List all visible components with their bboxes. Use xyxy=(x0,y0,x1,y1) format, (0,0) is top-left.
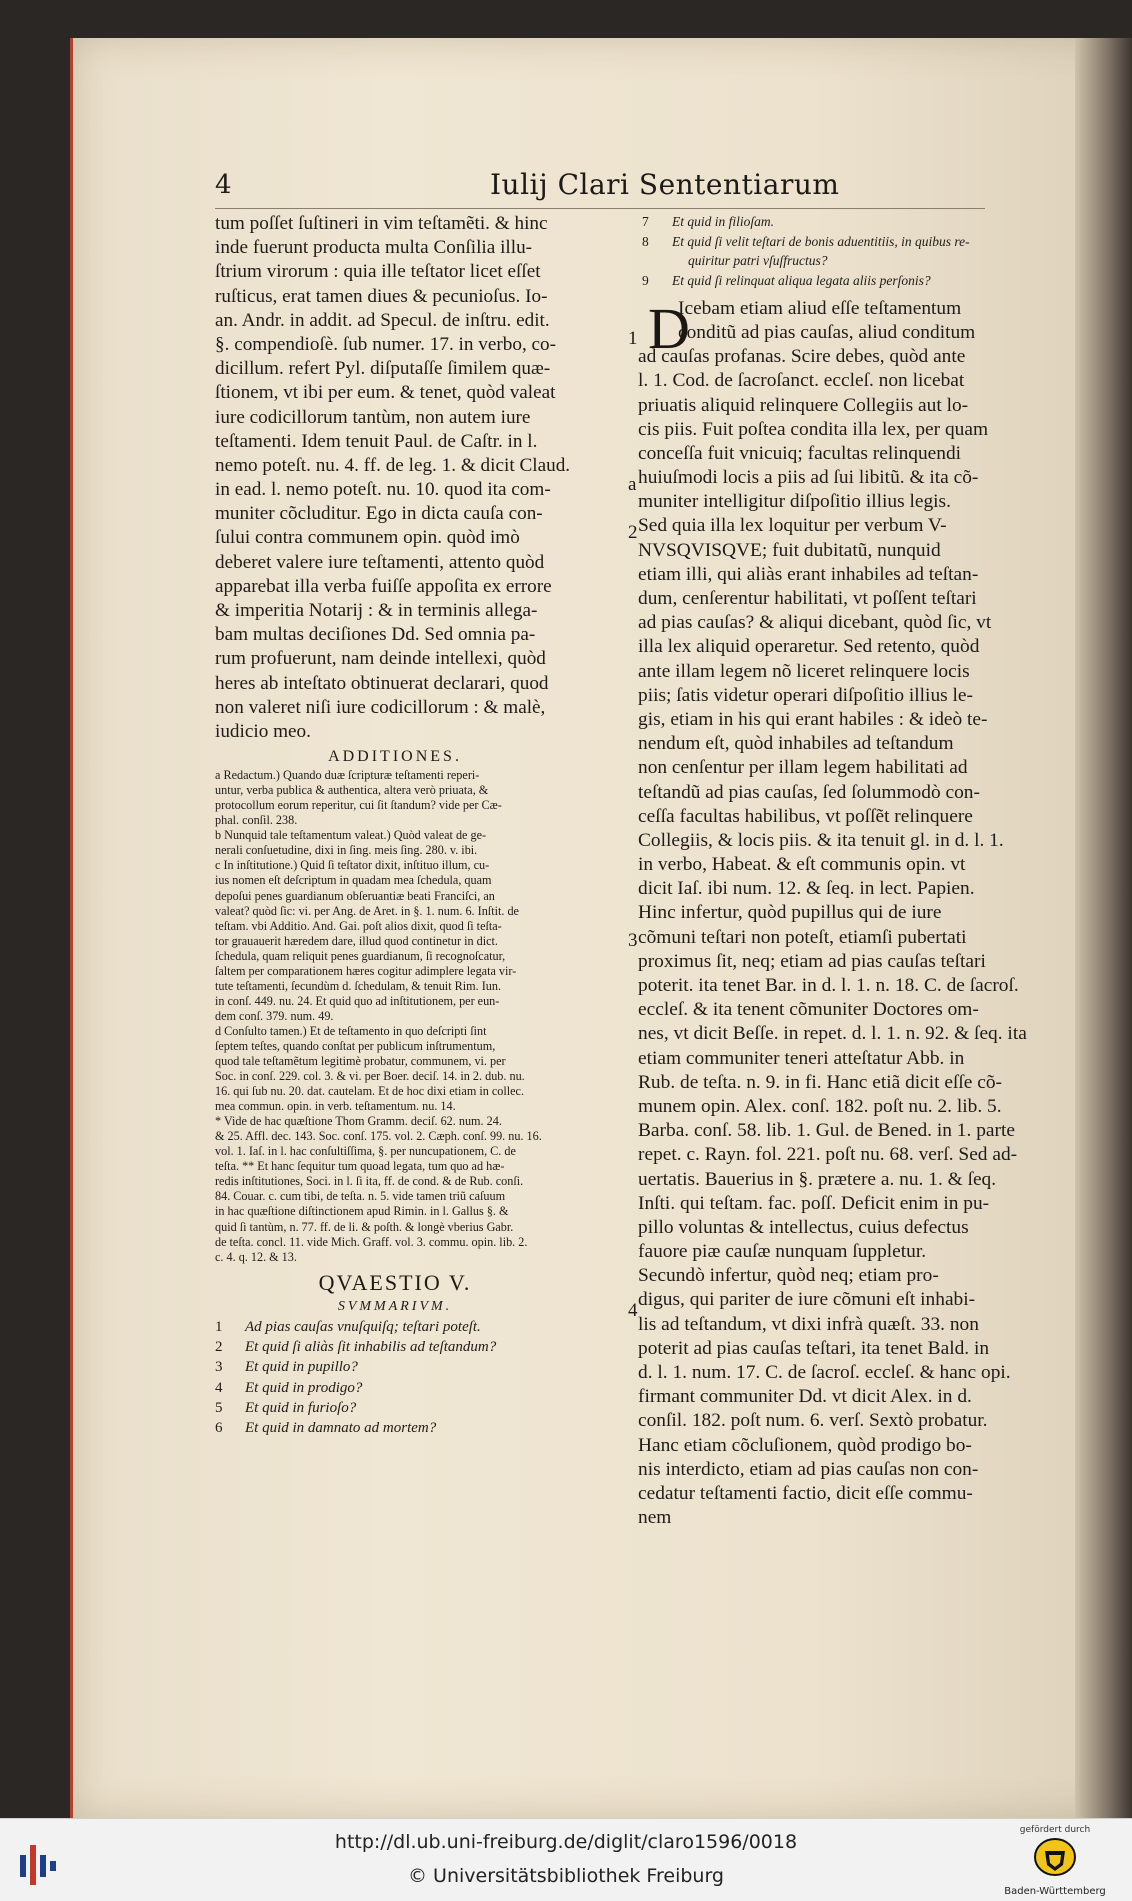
body-text-line: Inſti. qui teſtam. fac. poſſ. Deficit enim in pu- xyxy=(638,1192,990,1214)
body-text-line: Secundò infertur, quòd neq; etiam pro- xyxy=(638,1265,939,1287)
body-text-line: in verbo, Habeat. & eſt communis opin. vt xyxy=(638,854,966,876)
body-text-line: ſtionem, vt ibi per eum. & tenet, quòd valeat xyxy=(215,382,556,404)
body-text-line: tum poſſet ſuſtineri in vim teſtamẽti. & hinc xyxy=(215,213,548,234)
summary-item-text: Et quid in prodigo? xyxy=(245,1379,363,1396)
body-text-line: ceſſa facultas habilibus, vt poſſẽt relinquere xyxy=(638,805,973,827)
margin-number-3: 3 xyxy=(628,930,638,951)
body-text-line: conditũ ad pias cauſas, aliud conditum xyxy=(678,321,976,343)
additiones-heading: ADDITIONES. xyxy=(328,748,462,766)
addition-note-line: ius nomen eſt deſcriptum in quadam mea ſchedula, quam xyxy=(215,873,492,888)
body-text-line: proximus ſit, neq; etiam ad pias cauſas teſtari xyxy=(638,950,986,972)
body-text-line: Rub. de teſta. n. 9. in fi. Hanc etiã dicit eſſe cõ- xyxy=(638,1071,1002,1093)
body-text-line: nis interdicto, etiam ad pias cauſas non con- xyxy=(638,1458,979,1480)
addition-note-line: Soc. in conſ. 229. col. 3. & vi. per Boer. deciſ. 14. in 2. dub. nu. xyxy=(215,1069,525,1084)
body-text-line: fauore piæ cauſæ nunquam ſuppletur. xyxy=(638,1241,927,1263)
body-text-line: dicit Iaſ. ibi num. 12. & ſeq. in lect. Papien. xyxy=(638,878,975,900)
addition-note-line: mea commun. opin. in verb. teſtamentum. nu. 14. xyxy=(215,1099,456,1114)
drop-capital: D xyxy=(648,296,690,361)
addition-note-line: quod tale teſtamẽtum legitimè probatur, communem, vi. per xyxy=(215,1054,506,1069)
body-text-line: firmant communiter Dd. vt dicit Alex. in d. xyxy=(638,1386,972,1408)
body-text-line: munem opin. Alex. conſ. 182. poſt nu. 2. lib. 5. xyxy=(638,1095,1002,1117)
summary-item-number: 8 xyxy=(642,233,649,249)
summary-item-text: Et quid in filioſam. xyxy=(672,214,775,229)
margin-number-1: 1 xyxy=(628,328,638,349)
addition-note-line: tor grauauerit hæredem dare, illud quod continetur in dict. xyxy=(215,933,498,948)
body-text-line: cis piis. Fuit poſtea condita illa lex, per quam xyxy=(638,418,989,440)
summary-item-text: quiritur patri vſuſfructus? xyxy=(688,253,828,269)
summary-item xyxy=(638,232,1033,252)
summary-item-number: 6 xyxy=(215,1420,223,1437)
body-text-line: iudicio meo. xyxy=(215,720,311,742)
body-text-line: repet. c. Rayn. fol. 221. poſt nu. 68. verſ. Sed ad- xyxy=(638,1144,1018,1166)
body-text-line: Collegiis, & locis piis. & ita tenuit gl. in d. l. 1. xyxy=(638,829,1004,851)
summary-item xyxy=(215,1357,575,1377)
summary-item-number: 1 xyxy=(215,1318,223,1335)
body-text-line: teſtandũ ad pias cauſas, ſed ſolummodò con- xyxy=(638,781,980,803)
body-text-line: nem xyxy=(638,1507,672,1529)
body-text-line: NVSQVISQVE; fuit dubitatũ, nunquid xyxy=(638,539,941,561)
body-text-line: Barba. conſ. 58. lib. 1. Gul. de Bened. in 1. parte xyxy=(638,1120,1015,1142)
left-column xyxy=(215,212,575,1438)
body-text-line: deberet valere iure teſtamenti, attento quòd xyxy=(215,551,545,573)
summary-item-text: Et quid in pupillo? xyxy=(245,1359,358,1376)
body-text-line: nes, vt dicit Beſſe. in repet. d. l. 1. n. 92. & ſeq. ita xyxy=(638,1023,1027,1045)
body-text-line: Hinc infertur, quòd pupillus qui de iure xyxy=(638,902,942,924)
summary-item xyxy=(215,1317,575,1337)
folio-number: 4 xyxy=(215,170,232,200)
addition-note-line: ſchedula, quam reliquit penes guardianum, ſi recognoſcatur, xyxy=(215,948,506,963)
sponsor-name: Baden-Württemberg xyxy=(1004,1886,1106,1897)
addition-note-line: redis inſtitutiones, Soci. in l. ſi ita, ff. de cond. & de Rub. conſi. xyxy=(215,1174,524,1189)
body-text-line: etiam illi, qui aliàs erant inhabiles ad teſtan- xyxy=(638,563,979,585)
addition-note-line: d Conſulto tamen.) Et de teſtamento in quo deſcripti ſint xyxy=(215,1023,487,1038)
body-text-line: §. compendioſè. ſub numer. 17. in verbo, co- xyxy=(215,333,557,355)
addition-note-line: c In inſtitutione.) Quid ſi teſtator dixit, inſtituo illum, cu- xyxy=(215,858,490,873)
body-text-line: lis ad teſtandum, vt dixi infrà quæſt. 33. non xyxy=(638,1313,979,1335)
body-text-line: huiuſmodi locis a piis ad ſui libitũ. & ita cõ- xyxy=(638,467,979,489)
body-text-line: l. 1. Cod. de ſacroſanct. eccleſ. non licebat xyxy=(638,370,965,392)
addition-note-line: dem conſ. 379. num. 49. xyxy=(215,1008,334,1023)
body-text-line: ruſticus, erat tamen diues & pecunioſus. Io- xyxy=(215,285,548,307)
summary-item-number: 4 xyxy=(215,1379,223,1396)
body-text-line: cõmuni teſtari non poteſt, etiamſi pubertati xyxy=(638,926,967,948)
body-text-line: rum profuerunt, nam deinde intellexi, quòd xyxy=(215,648,546,670)
addition-note-line: ſeptem teſtes, quando conſtat per publicum inſtrumentum, xyxy=(215,1038,496,1053)
body-text-line: Sed quia illa lex loquitur per verbum V- xyxy=(638,515,947,537)
body-text-line: bam multas deciſiones Dd. Sed omnia pa- xyxy=(215,624,536,646)
margin-number-4: 4 xyxy=(628,1300,638,1321)
addition-note-line: protocollum eorum reperitur, cui ſit ſtandum? vide per Cæ- xyxy=(215,798,502,813)
body-text-line: teſtamenti. Idem tenuit Paul. de Caſtr. in l. xyxy=(215,430,538,452)
body-text-line: cedatur teſtamenti factio, dicit eſſe commu- xyxy=(638,1482,973,1504)
summary-item-number: 2 xyxy=(215,1338,223,1355)
addition-note-line: c. 4. q. 12. & 13. xyxy=(215,1249,297,1264)
addition-note-line: 16. qui ſub nu. 20. dat. cautelam. Et de hoc dixi etiam in collec. xyxy=(215,1084,525,1099)
addition-note-line: vol. 1. Iaſ. in l. hac conſultiſſima, §. per nuncupationem, C. de xyxy=(215,1144,516,1159)
addition-note-line: * Vide de hac quæſtione Thom Gramm. deciſ. 62. num. 24. xyxy=(215,1114,502,1129)
viewer-footer xyxy=(0,1818,1132,1901)
addition-note-line: depoſui penes guardianum obſeruantiæ beati Franciſci, an xyxy=(215,888,495,903)
addition-note-line: in hac quæſtione diſtinctionem apud Rimin. in l. Gallus §. & xyxy=(215,1204,509,1219)
page-header xyxy=(215,168,985,209)
running-title: Iulij Clari Sententiarum xyxy=(490,168,840,201)
summary-item-number: 3 xyxy=(215,1359,223,1376)
summary-item xyxy=(215,1418,575,1438)
summary-item-text: Ad pias cauſas vnuſquiſq; teſtari poteſt. xyxy=(245,1318,481,1335)
body-text-line: poterit ad pias cauſas teſtari, ita tenet Bald. in xyxy=(638,1337,990,1359)
body-text-line: Icebam etiam aliud eſſe teſtamentum xyxy=(678,297,962,319)
addition-note-line: 84. Couar. c. cum tibi, de teſta. n. 5. vide tamen triũ caſuum xyxy=(215,1189,506,1204)
summary-item-text: Et quid in damnato ad mortem? xyxy=(245,1420,437,1437)
summarium-heading: SVMMARIVM. xyxy=(337,1298,453,1314)
body-text-line: conſil. 182. poſt num. 6. verſ. Sextò probatur. xyxy=(638,1410,988,1432)
body-text-line: dicillum. refert Pyl. diſputaſſe ſimilem quæ- xyxy=(215,358,551,380)
addition-note-line: & 25. Affl. dec. 143. Soc. conſ. 175. vol. 2. Cæph. conſ. 99. nu. 16. xyxy=(215,1129,542,1144)
summary-item xyxy=(638,271,1033,291)
margin-number-2: 2 xyxy=(628,522,638,543)
body-text-line: & imperitia Notarij : & in terminis allega- xyxy=(215,600,538,621)
summary-item xyxy=(638,251,1033,271)
document-url-link[interactable]: http://dl.ub.uni-freiburg.de/diglit/claro1596/0018 xyxy=(334,1831,798,1853)
body-text-line: ad cauſas profanas. Scire debes, quòd ante xyxy=(638,346,966,368)
addition-note-line: nerali conſuetudine, dixi in ſing. meis ſing. 280. v. ibi. xyxy=(215,843,478,858)
sponsor-caption: gefördert durch xyxy=(1019,1825,1091,1835)
addition-note-line: valeat? quòd ſic: vi. per Ang. de Aret. in §. 1. num. 6. Inſtit. de xyxy=(215,903,519,918)
summary-item xyxy=(215,1337,575,1357)
body-text-line: non valeret niſi iure codicillorum : & malè, xyxy=(215,696,546,718)
body-text-line: dum, cenſerentur habilitati, vt poſſent teſtari xyxy=(638,588,977,609)
addition-note-line: b Nunquid tale teſtamentum valeat.) Quòd valeat de ge- xyxy=(215,828,487,843)
sponsor-logo[interactable] xyxy=(985,1825,1125,1899)
copyright-notice: © Universitätsbibliothek Freiburg xyxy=(408,1865,724,1887)
summary-item-text: Et quid ſi relinquat aliqua legata aliis perſonis? xyxy=(672,273,931,289)
summary-item xyxy=(215,1398,575,1418)
summary-item-text: Et quid ſi aliàs ſit inhabilis ad teſtandum? xyxy=(245,1338,497,1355)
body-text-line: piis; ſatis videtur operari diſpoſitio illius le- xyxy=(638,684,973,706)
margin-letter-a: a xyxy=(628,474,637,495)
body-text-line: gis, etiam in his qui erant habiles : & ideò te- xyxy=(638,708,988,730)
addition-note-line: quid ſi tantùm, n. 77. ff. de li. & poſth. & longè vberius Gabr. xyxy=(215,1219,514,1234)
body-text-line: muniter intelligitur diſpoſitio illius legis. xyxy=(638,491,951,513)
addition-note-line: teſtam. vbi Additio. And. Gai. poſt alios dixit, quod ſi teſta- xyxy=(215,918,502,933)
summary-item-number: 5 xyxy=(215,1399,223,1416)
addition-note-line: a Redactum.) Quando duæ ſcripturæ teſtamenti reperi- xyxy=(215,768,480,783)
body-text-line: pillo voluntas & intellectus, cuius defectus xyxy=(638,1216,969,1238)
body-text-line: etiam communiter teneri atteſtatur Abb. in xyxy=(638,1047,965,1069)
body-text-line: ſtrium virorum : quia ille teſtator licet eſſet xyxy=(215,261,541,283)
body-text-line: conceſſa fuit vnicuiq; facultas relinquendi xyxy=(638,442,962,464)
summary-item-number: 9 xyxy=(642,273,649,289)
body-text-line: nendum eſt, quòd inhabiles ad teſtandum xyxy=(638,733,954,755)
addition-note-line: ſaltem per comparationem hæres cogitur adimplere legata vir- xyxy=(215,963,517,978)
summary-item-text: Et quid in furioſo? xyxy=(245,1399,357,1416)
summary-item xyxy=(215,1378,575,1398)
body-text-line: ante illam legem nõ liceret relinquere locis xyxy=(638,660,970,682)
addition-note-line: in conſ. 449. nu. 24. Et quid quo ad inſtitutionem, per eun- xyxy=(215,993,500,1008)
baden-wuerttemberg-crest-icon xyxy=(1033,1837,1077,1877)
page-edge-shadow xyxy=(1075,38,1132,1818)
addition-note-line: tute teſtamenti, ſecundùm d. ſchedulam, & tenuit Rim. Iun. xyxy=(215,978,502,993)
addition-note-line: phal. conſil. 238. xyxy=(215,813,298,828)
body-text-line: in ead. l. nemo poteſt. nu. 10. quod ita com- xyxy=(215,479,551,501)
body-text-line: heres ab inteſtato obtinuerat declarari, quod xyxy=(215,672,549,694)
body-text-line: apparebat illa verba fuiſſe appoſita ex errore xyxy=(215,575,552,597)
quaestio-heading: QVAESTIO V. xyxy=(318,1269,472,1295)
body-text-line: Hanc etiam cõcluſionem, quòd prodigo bo- xyxy=(638,1434,972,1456)
body-text-line: digus, qui pariter de iure cõmuni eſt inhabi- xyxy=(638,1289,976,1311)
body-text-line: iure codicillorum tantùm, non autem iure xyxy=(215,406,531,428)
summary-item-text: Et quid ſi velit teſtari de bonis aduentitiis, in quibus re- xyxy=(672,233,970,249)
addition-note-line: untur, verba publica & authentica, altera verò priuata, & xyxy=(215,783,489,798)
right-column xyxy=(638,212,1033,1530)
body-text-line: muniter cõcluditur. Ego in dicta cauſa con- xyxy=(215,503,543,525)
body-text-line: d. l. 1. num. 17. C. de ſacroſ. eccleſ. & hanc opi. xyxy=(638,1362,1011,1383)
body-text-line: inde fuerunt producta multa Conſilia illu- xyxy=(215,237,533,259)
body-text-line: poterit. ita tenet Bar. in d. l. 1. n. 18. C. de ſacroſ. xyxy=(638,975,1019,996)
body-text-line: ſului contra communem opin. quòd imò xyxy=(215,527,520,549)
body-text-line: eccleſ. & ita tenent cõmuniter Doctores om- xyxy=(638,999,979,1021)
summary-item-number: 7 xyxy=(642,214,649,229)
summary-item xyxy=(638,212,1033,232)
body-text-line: uertatis. Bauerius in §. prætere a. nu. 1. & ſeq. xyxy=(638,1168,997,1190)
body-text-line: priuatis aliquid relinquere Collegiis aut lo- xyxy=(638,394,969,416)
body-text-line: ad pias cauſas? & aliqui dicebant, quòd ſic, vt xyxy=(638,612,992,634)
body-text-line: nemo poteſt. nu. 4. ff. de leg. 1. & dicit Claud. xyxy=(215,454,571,476)
addition-note-line: teſta. ** Et hanc ſequitur tum quoad legata, tum quo ad hæ- xyxy=(215,1159,505,1174)
body-text-line: non cenſentur per illam legem habilitati ad xyxy=(638,757,968,779)
body-text-line: illa lex aliquid operaretur. Sed retento, quòd xyxy=(638,636,980,658)
body-text-line: an. Andr. in addit. ad Specul. de inſtru. edit. xyxy=(215,309,550,331)
addition-note-line: de teſta. concl. 11. vide Mich. Graff. vol. 3. commu. opin. lib. 2. xyxy=(215,1234,528,1249)
